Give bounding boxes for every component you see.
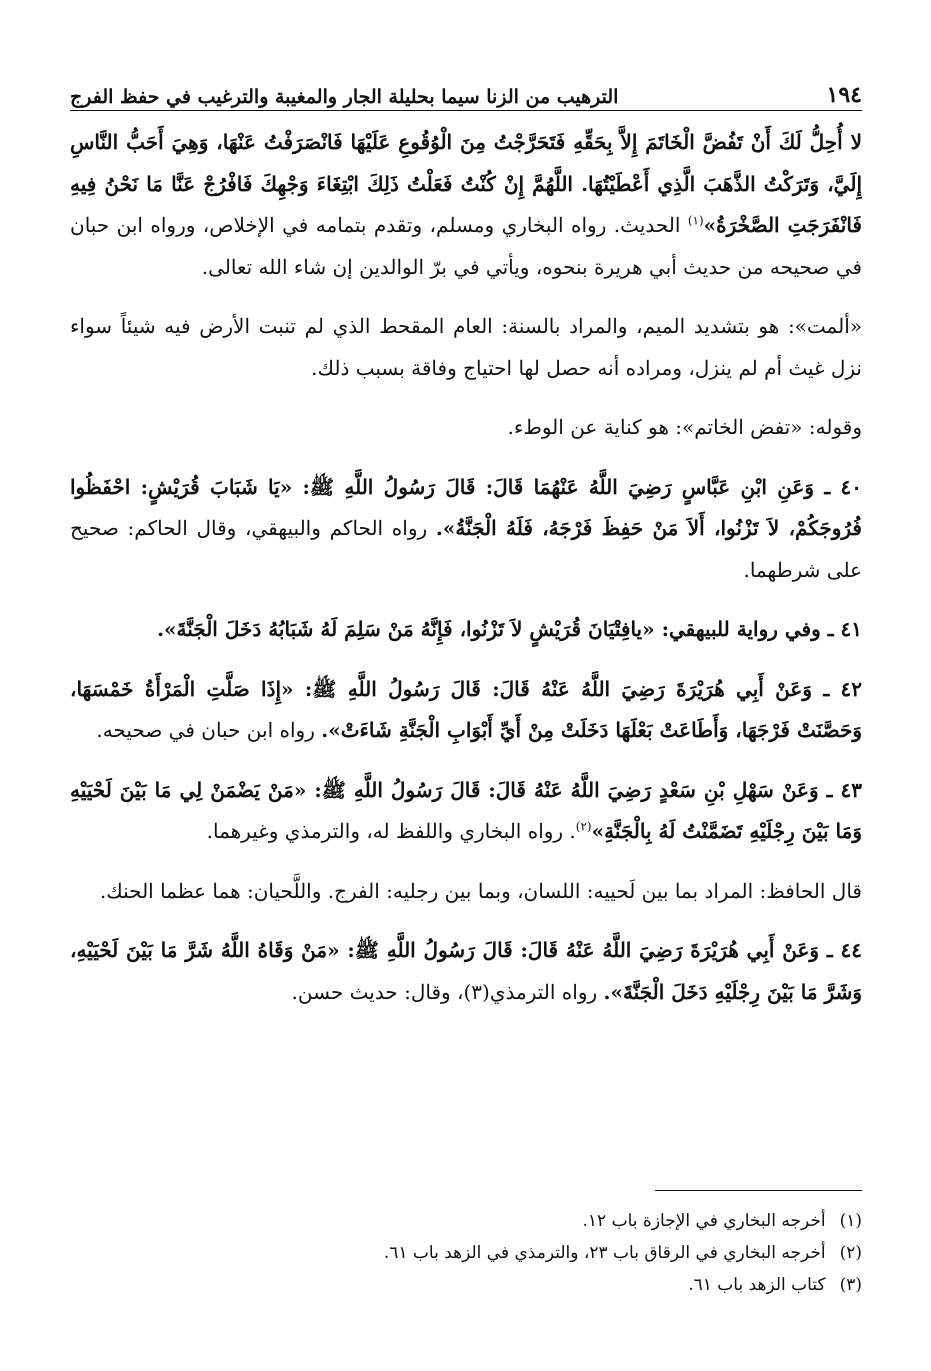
running-header xyxy=(70,78,862,111)
footnote-separator xyxy=(655,1190,862,1191)
paragraph: لا أُحِلُّ لَكَ أَنْ تَفُضَّ الْخَاتَمَ إِلاَّ بِحَقِّهِ فَتَحَرَّجْتُ مِنَ الْوُقُوعِ عَلَيْهَا فَانْصَرَفْتُ عَنْهَا، وَهِيَ أَحَبُّ النَّاسِ إِلَيَّ، وَتَرَكْتُ الذَّهَبَ الَّذِي أَعْطَيْتُهَا. اللَّهُمَّ إِنْ كُنْتُ فَعَلْتُ ذَلِكَ ابْتِغَاءَ وَجْهِكَ فَافْرُجْ عَنَّا مَا نَحْنُ فِيهِ فَانْفَرَجَتِ الصَّخْرَةُ»$^{(١)}$ الحديث. رواه البخاري ومسلم، وتقدم بتمامه في الإخلاص، ورواه ابن حبان في صحيحه من حديث أبي هريرة بنحوه، ويأتي في برّ الوالدين إن شاء الله تعالى. xyxy=(70,130,862,279)
page-number: ١٩٤ xyxy=(826,82,862,108)
hadith-40: ٤٠ ـ وَعَنِ ابْنِ عَبَّاسٍ رَضِيَ اللَّهُ عَنْهُمَا قَالَ: قَالَ رَسُولُ اللَّهِ ﷺ: «يَا شَبَابَ قُرَيْشٍ: احْفَظُوا فُرُوجَكُمْ، لاَ تَزْنُوا، أَلاَ مَنْ حَفِظَ فَرْجَهُ، فَلَهُ الْجَنَّةُ». رواه الحاكم والبيهقي، وقال الحاكم: صحيح على شرطهما. xyxy=(70,474,862,582)
main-text xyxy=(70,122,862,1172)
paragraph: وقوله: «تفض الخاتم»: هو كناية عن الوطء. xyxy=(507,415,862,439)
running-title: الترهيب من الزنا سيما بحليلة الجار والمغيبة والترغيب في حفظ الفرج xyxy=(70,86,619,108)
hadith-42: ٤٢ ـ وَعَنْ أَبِي هُرَيْرَةَ رَضِيَ اللَّهُ عَنْهُ قَالَ: قَالَ رَسُولُ اللَّهِ ﷺ: «إِذَا صَلَّتِ الْمَرْأَةُ خَمْسَهَا، وَحَصَّنَتْ فَرْجَهَا، وَأَطَاعَتْ بَعْلَهَا دَخَلَتْ مِنْ أَيِّ أَبْوَابِ الْجَنَّةِ شَاءَتْ». رواه ابن حبان في صحيحه. xyxy=(70,676,862,742)
hadith-41: ٤١ ـ وفي رواية للبيهقي: «يافِتْيَانَ قُرَيْشٍ لاَ تَزْنُوا، فَإِنَّهُ مَنْ سَلِمَ لَهُ شَبَابُهُ دَخَلَ الْجَنَّةَ». xyxy=(157,617,862,641)
footnote-marker: (٢) xyxy=(575,819,592,834)
paragraph: قال الحافظ: المراد بما بين لَحييه: اللسان، وبما بين رجليه: الفرج. واللَّحيان: هما عظما الحنك. xyxy=(99,878,862,903)
hadith-43: ٤٣ ـ وَعَنْ سَهْلِ بْنِ سَعْدٍ رَضِيَ اللَّهُ عَنْهُ قَالَ: قَالَ رَسُولُ اللَّهِ ﷺ: «مَنْ يَضْمَنْ لِي مَا بَيْنَ لَحْيَيْهِ وَمَا بَيْنَ رِجْلَيْهِ تَضَمَّنْتُ لَهُ بِالْجَنَّةِ»$^{(٢)}$. رواه البخاري واللفظ له، والترمذي وغيرهما. xyxy=(70,777,862,843)
footnote: (٢) أخرجه البخاري في الرقاق باب ٢٣، والترمذي في الزهد باب ٦١. xyxy=(383,1243,862,1263)
footnote: (٣) كتاب الزهد باب ٦١. xyxy=(688,1275,862,1295)
footnote: (١) أخرجه البخاري في الإجازة باب ١٢. xyxy=(582,1211,862,1231)
footnotes xyxy=(70,1205,862,1315)
footnote-marker: (١) xyxy=(687,213,704,228)
hadith-44: ٤٤ ـ وَعَنْ أَبِي هُرَيْرَةَ رَضِيَ اللَّهُ عَنْهُ قَالَ: قَالَ رَسُولُ اللَّهِ ﷺ: «مَنْ وَقَاهُ اللَّهُ شَرَّ مَا بَيْنَ لَحْيَيْهِ، وَشَرَّ مَا بَيْنَ رِجْلَيْهِ دَخَلَ الْجَنَّةَ». رواه الترمذي(٣)، وقال: حديث حسن. xyxy=(70,938,862,1004)
paragraph: «ألمت»: هو بتشديد الميم، والمراد بالسنة: العام المقحط الذي لم تنبت الأرض فيه شيئاً سواء نزل غيث أم لم ينزل، ومراده أنه حصل لها احتياج وفاقة بسبب ذلك. xyxy=(70,314,862,380)
